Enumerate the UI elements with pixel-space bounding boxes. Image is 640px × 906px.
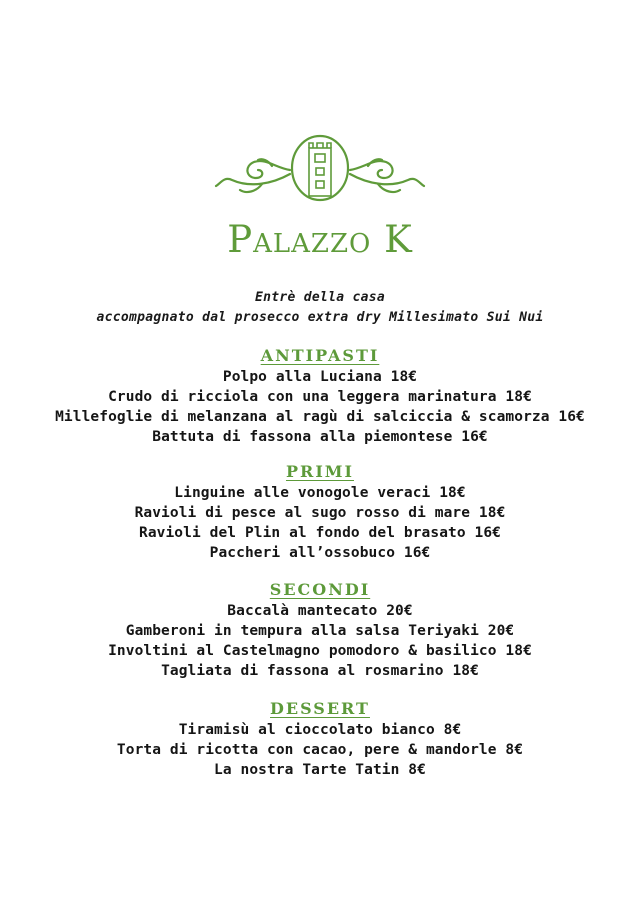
menu-item: La nostra Tarte Tatin 8€ bbox=[214, 762, 426, 778]
intro bbox=[0, 288, 640, 328]
section-primi bbox=[0, 462, 640, 563]
menu-item: Polpo alla Luciana 18€ bbox=[222, 369, 418, 385]
menu-item: Baccalà mantecato 20€ bbox=[227, 603, 413, 619]
menu-item: Paccheri all’ossobuco 16€ bbox=[209, 545, 431, 561]
section-title: SECONDI bbox=[269, 580, 371, 599]
menu-item: Tiramisù al cioccolato bianco 8€ bbox=[178, 722, 462, 738]
intro-line: accompagnato dal prosecco extra dry Millesimato Sui Nui bbox=[96, 310, 544, 325]
menu-item: Crudo di ricciola con una leggera marinatura 18€ bbox=[108, 389, 532, 405]
tower-emblem-icon bbox=[210, 128, 430, 228]
menu-item: Torta di ricotta con cacao, pere & mandorle 8€ bbox=[116, 742, 524, 758]
section-title: ANTIPASTI bbox=[260, 346, 380, 365]
menu-item: Gamberoni in tempura alla salsa Teriyaki 20€ bbox=[125, 623, 515, 639]
section-secondi bbox=[0, 580, 640, 681]
menu-item: Millefoglie di melanzana al ragù di salciccia & scamorza 16€ bbox=[55, 409, 585, 425]
menu-item: Battuta di fassona alla piemontese 16€ bbox=[152, 429, 488, 445]
menu-item: Ravioli del Plin al fondo del brasato 16€ bbox=[138, 525, 502, 541]
menu-item: Tagliata di fassona al rosmarino 18€ bbox=[161, 663, 479, 679]
section-title: DESSERT bbox=[270, 699, 370, 718]
menu-item: Linguine alle vonogole veraci 18€ bbox=[174, 485, 466, 501]
section-title: PRIMI bbox=[285, 462, 354, 481]
section-antipasti bbox=[0, 346, 640, 447]
brand-name: Palazzo K bbox=[227, 218, 413, 261]
logo bbox=[0, 128, 640, 268]
menu-item: Involtini al Castelmagno pomodoro & basilico 18€ bbox=[108, 643, 532, 659]
menu-item: Ravioli di pesce al sugo rosso di mare 18€ bbox=[134, 505, 506, 521]
intro-line: Entrè della casa bbox=[254, 290, 386, 305]
section-dessert bbox=[0, 699, 640, 780]
